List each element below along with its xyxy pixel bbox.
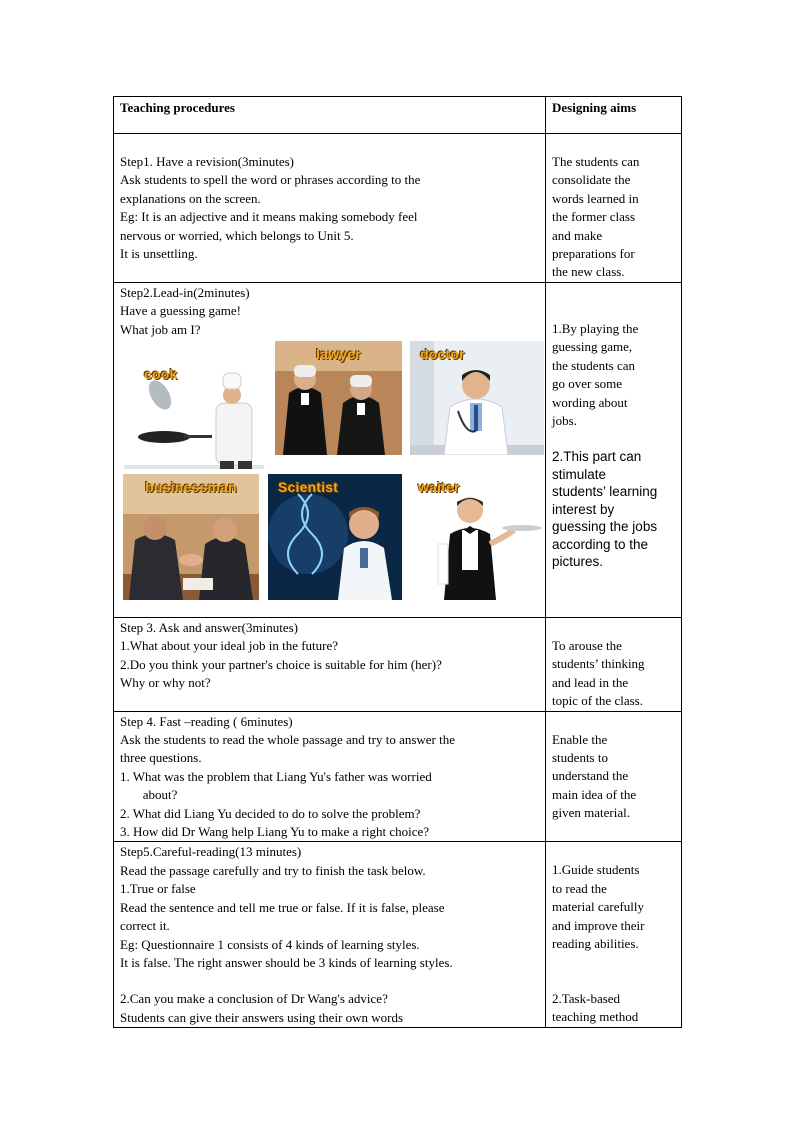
step5-line: correct it. bbox=[120, 918, 170, 934]
step1-aims bbox=[546, 134, 682, 283]
step4-question: about? bbox=[120, 787, 178, 803]
picture-label: cook bbox=[144, 366, 178, 383]
step5-line: Step5.Careful-reading(13 minutes) bbox=[120, 844, 302, 860]
step1-line: nervous or worried, which belongs to Unit 5. bbox=[120, 227, 354, 243]
table-row-step3 bbox=[114, 618, 682, 712]
aim-line: To arouse the bbox=[552, 638, 622, 653]
picture-label: doctor bbox=[420, 346, 465, 363]
step5-line: Read the passage carefully and try to finish the task below. bbox=[120, 862, 426, 878]
aim-line: and make bbox=[552, 227, 603, 243]
step4-question: 1. What was the problem that Liang Yu's father was worried bbox=[120, 768, 432, 784]
table-row-step5 bbox=[114, 842, 682, 1028]
aim-line: guessing the jobs bbox=[552, 519, 658, 535]
aim-line: reading abilities. bbox=[552, 936, 639, 952]
aim-line: teaching method bbox=[552, 1008, 639, 1024]
aim-line: go over some bbox=[552, 376, 623, 392]
step2-line: Have a guessing game! bbox=[120, 303, 241, 319]
table-row-step2 bbox=[114, 283, 682, 618]
header-designing-aims: Designing aims bbox=[546, 97, 682, 134]
picture-label: Scientist bbox=[278, 479, 339, 496]
step4-line: Ask the students to read the whole passage and try to answer the bbox=[120, 732, 456, 748]
step4-aims bbox=[546, 711, 682, 842]
table-header-row bbox=[114, 97, 682, 134]
aim-line: given material. bbox=[552, 805, 630, 821]
aim-line: wording about bbox=[552, 394, 628, 410]
step3-line: 1.What about your ideal job in the future? bbox=[120, 638, 339, 654]
header-teaching-procedures: Teaching procedures bbox=[114, 97, 546, 134]
spacer bbox=[552, 954, 675, 990]
step2-aims bbox=[546, 283, 682, 618]
aim-line: students’ thinking bbox=[552, 656, 645, 672]
step1-line: Eg: It is an adjective and it means making somebody feel bbox=[120, 209, 418, 225]
aim-line: and improve their bbox=[552, 917, 645, 933]
step2-line: What job am I? bbox=[120, 321, 201, 337]
step2-line: Step2.Lead-in(2minutes) bbox=[120, 285, 250, 300]
step1-procedure bbox=[114, 134, 546, 283]
aim-line: the new class. bbox=[552, 264, 625, 280]
scientist-picture bbox=[268, 474, 402, 600]
cook-picture bbox=[124, 355, 264, 469]
aim-line: 2.This part can bbox=[552, 449, 642, 465]
table-row-step1 bbox=[114, 134, 682, 283]
step3-procedure bbox=[114, 618, 546, 712]
aim-line: words learned in bbox=[552, 190, 639, 206]
aim-line: understand the bbox=[552, 768, 629, 784]
step5-line: It is false. The right answer should be 3 kinds of learning styles. bbox=[120, 954, 453, 970]
aims-sans-block bbox=[552, 448, 675, 571]
step5-line: 2.Can you make a conclusion of Dr Wang's advice? bbox=[120, 991, 388, 1007]
aim-line: interest by bbox=[552, 501, 615, 517]
aim-line: jobs. bbox=[552, 413, 577, 429]
step5-line: Eg: Questionnaire 1 consists of 4 kinds of learning styles. bbox=[120, 936, 420, 952]
aim-line: consolidate the bbox=[552, 172, 631, 188]
step5-procedure bbox=[114, 842, 546, 1028]
step3-aims bbox=[546, 618, 682, 712]
step5-line: Read the sentence and tell me true or false. If it is false, please bbox=[120, 899, 445, 915]
table-row-step4 bbox=[114, 711, 682, 842]
step5-line: Students can give their answers using their own words bbox=[120, 1009, 404, 1025]
step4-line: three questions. bbox=[120, 750, 202, 766]
aim-line: to read the bbox=[552, 880, 607, 896]
step4-question: 3. How did Dr Wang help Liang Yu to make a right choice? bbox=[120, 824, 430, 840]
aim-line: topic of the class. bbox=[552, 693, 643, 709]
aim-line: material carefully bbox=[552, 899, 645, 915]
step3-line: 2.Do you think your partner's choice is suitable for him (her)? bbox=[120, 656, 442, 672]
businessman-picture bbox=[123, 474, 259, 600]
step3-line: Step 3. Ask and answer(3minutes) bbox=[120, 620, 299, 635]
aim-line: 1.Guide students bbox=[552, 862, 640, 878]
aim-line: 1.By playing the bbox=[552, 321, 639, 336]
step5-line: 1.True or false bbox=[120, 881, 196, 897]
step1-line: Ask students to spell the word or phrases according to the bbox=[120, 172, 421, 188]
aim-line: the students can bbox=[552, 357, 636, 373]
aim-line: Enable the bbox=[552, 731, 608, 747]
step4-procedure bbox=[114, 711, 546, 842]
spacer bbox=[552, 430, 675, 448]
step1-line: explanations on the screen. bbox=[120, 190, 261, 206]
step1-line: Step1. Have a revision(3minutes) bbox=[120, 154, 295, 169]
doctor-picture bbox=[410, 341, 544, 455]
aim-line: guessing game, bbox=[552, 339, 633, 355]
picture-label: waiter bbox=[418, 479, 460, 496]
aim-line: according to the bbox=[552, 536, 649, 552]
waiter-picture bbox=[410, 474, 544, 600]
picture-label: lawyer bbox=[316, 346, 361, 363]
step2-procedure bbox=[114, 283, 546, 618]
picture-label: businessman bbox=[145, 479, 237, 496]
step5-aims bbox=[546, 842, 682, 1028]
step4-question: 2. What did Liang Yu decided to do to solve the problem? bbox=[120, 805, 421, 821]
aim-line: pictures. bbox=[552, 554, 604, 570]
aim-line: and lead in the bbox=[552, 674, 629, 690]
step1-line: It is unsettling. bbox=[120, 246, 198, 262]
aim-line: students to bbox=[552, 750, 608, 766]
aim-line: main idea of the bbox=[552, 786, 637, 802]
aim-line: students’ learning bbox=[552, 484, 658, 500]
aim-line: 2.Task-based bbox=[552, 990, 621, 1006]
teaching-plan-table bbox=[113, 96, 682, 1028]
aim-line: the former class bbox=[552, 209, 636, 225]
spacer bbox=[120, 972, 539, 990]
step3-line: Why or why not? bbox=[120, 675, 211, 691]
lawyer-picture bbox=[275, 341, 402, 455]
aim-line: The students can bbox=[552, 154, 640, 169]
job-pictures bbox=[120, 339, 539, 607]
aim-line: preparations for bbox=[552, 246, 635, 262]
step4-line: Step 4. Fast –reading ( 6minutes) bbox=[120, 713, 293, 729]
aim-line: stimulate bbox=[552, 466, 607, 482]
